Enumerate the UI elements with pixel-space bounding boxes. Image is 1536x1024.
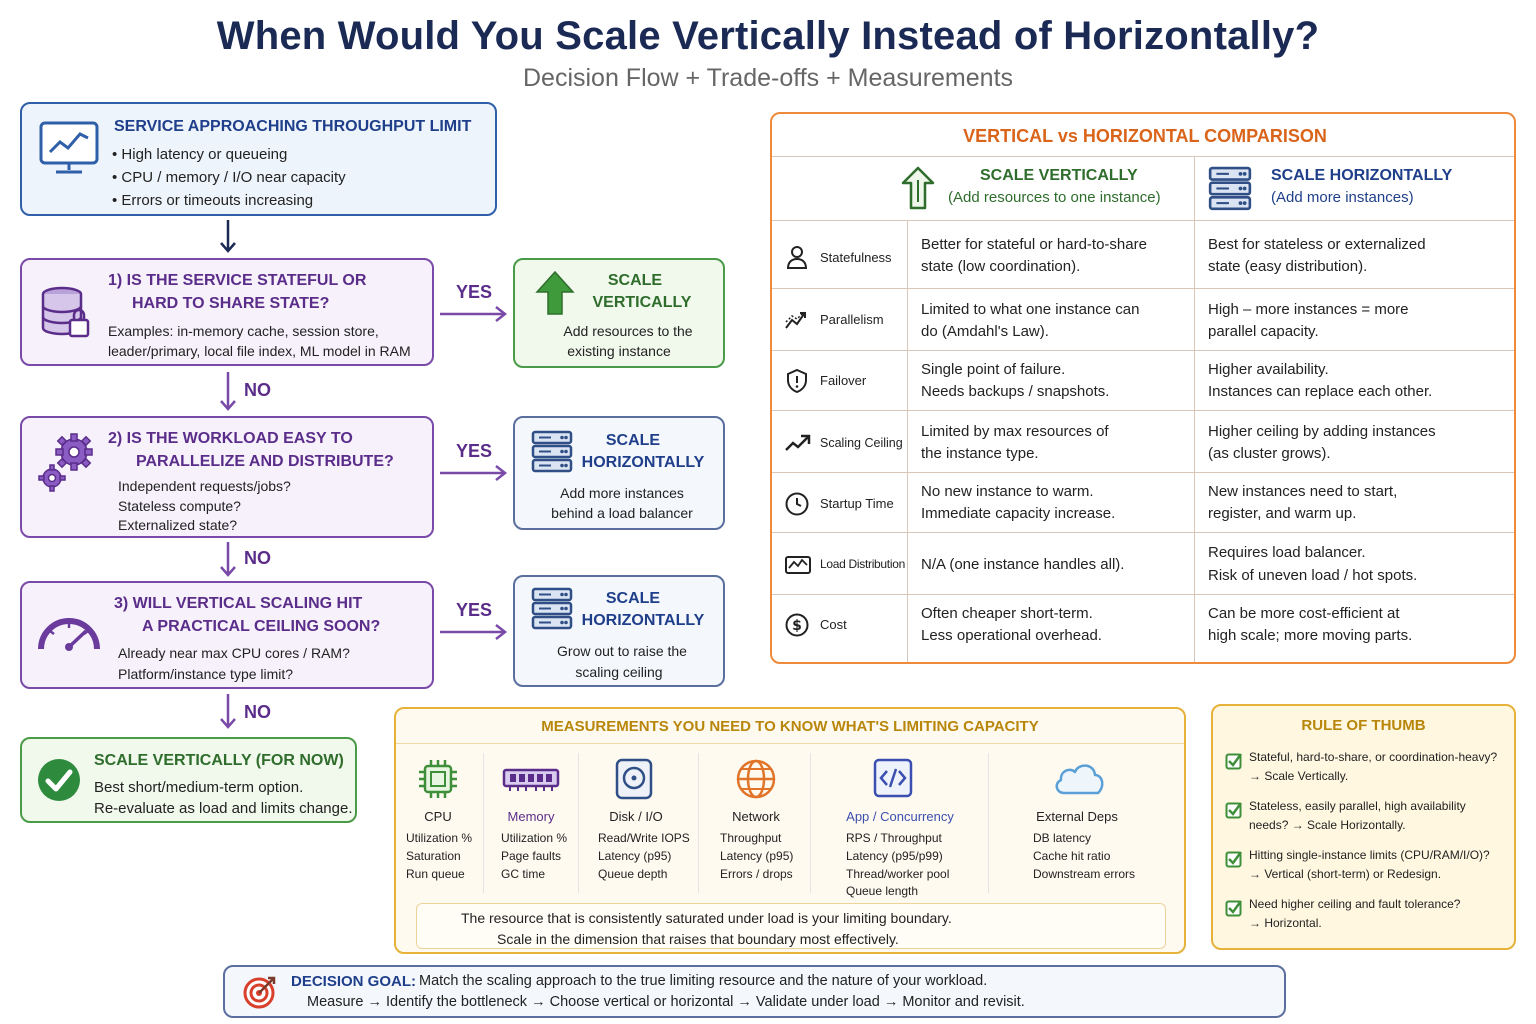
outcome-1-body: existing instance <box>567 343 671 359</box>
metric-item: Downstream errors <box>1033 867 1136 881</box>
final-outcome-box <box>20 737 357 823</box>
horizontal-cell: register, and warm up. <box>1208 505 1357 522</box>
comparison-table <box>770 112 1516 664</box>
dollar-coin-icon <box>784 612 810 638</box>
question-1-box <box>20 258 434 366</box>
goal-text: Match the scaling approach to the true limiting resource and the nature of your workload. <box>419 973 988 989</box>
horizontal-column-heading: SCALE HORIZONTALLY <box>1271 167 1453 184</box>
start-bullet: • Errors or timeouts increasing <box>112 192 314 209</box>
question-3-body: Platform/instance type limit? <box>118 666 294 682</box>
rule-item: Hitting single-instance limits (CPU/RAM/I/O)? <box>1249 848 1490 862</box>
checkbox-icon <box>1225 752 1243 770</box>
vertical-cell: Often cheaper short-term. <box>921 605 1093 622</box>
measurements-title: MEASUREMENTS YOU NEED TO KNOW WHAT'S LIMITING CAPACITY <box>541 718 1039 735</box>
outcome-scale-horizontally <box>513 575 725 687</box>
question-1-heading: HARD TO SHARE STATE? <box>132 295 330 312</box>
metric-name: Memory <box>507 809 555 824</box>
shield-alert-icon <box>786 368 808 394</box>
note-line: Scale in the dimension that raises that boundary most effectively. <box>497 931 899 947</box>
vertical-cell: Limited by max resources of <box>921 423 1109 440</box>
metric-item: Saturation <box>406 849 461 863</box>
down-arrow <box>218 694 238 730</box>
row-label: Statefulness <box>820 250 892 265</box>
vertical-cell: the instance type. <box>921 445 1039 462</box>
row-label: Parallelism <box>820 312 884 327</box>
outcome-scale-horizontally <box>513 416 725 530</box>
row-label: Startup Time <box>820 496 894 511</box>
server-rack-icon <box>1208 166 1252 212</box>
row-label: Cost <box>820 617 847 632</box>
metric-item: Page faults <box>501 849 562 863</box>
horizontal-cell: high scale; more moving parts. <box>1208 627 1413 644</box>
outcome-1-title: VERTICALLY <box>592 294 692 311</box>
rule-item: Stateless, easily parallel, high availability <box>1249 799 1466 813</box>
outcome-2-body: Add more instances <box>560 485 684 501</box>
database-lock-icon <box>40 286 92 340</box>
memory-ram-icon <box>502 767 560 793</box>
metric-item: Cache hit ratio <box>1033 849 1111 863</box>
question-2-box <box>20 416 434 538</box>
checkbox-icon <box>1225 850 1243 868</box>
cpu-chip-icon <box>416 757 460 801</box>
horizontal-cell: Higher availability. <box>1208 361 1329 378</box>
question-1-heading: 1) IS THE SERVICE STATEFUL OR <box>108 272 367 289</box>
metric-item: Thread/worker pool <box>846 867 950 881</box>
metric-item: Utilization % <box>406 831 473 845</box>
metric-name: App / Concurrency <box>846 809 954 824</box>
question-3-heading: A PRACTICAL CEILING SOON? <box>142 618 381 635</box>
metric-name: CPU <box>424 809 452 824</box>
final-body: Re-evaluate as load and limits change. <box>94 800 353 817</box>
checkmark-circle-icon <box>36 757 82 803</box>
metric-item: Throughput <box>720 831 782 845</box>
metric-item: Latency (p95) <box>720 849 794 863</box>
vertical-cell: state (low coordination). <box>921 258 1081 275</box>
goal-label: DECISION GOAL: <box>291 973 417 990</box>
metric-item: Latency (p95/p99) <box>846 849 943 863</box>
horizontal-cell: New instances need to start, <box>1208 483 1398 500</box>
disk-drive-icon <box>614 757 654 801</box>
trend-up-icon <box>784 432 812 454</box>
divider <box>772 350 1514 351</box>
metric-item: Queue depth <box>598 867 668 881</box>
metric-item: DB latency <box>1033 831 1092 845</box>
rule-item: → Vertical (short-term) or Redesign. <box>1249 867 1442 881</box>
outcome-1-body: Add resources to the <box>563 323 693 339</box>
rule-item: → Horizontal. <box>1249 916 1322 930</box>
divider <box>772 594 1514 595</box>
yes-label: YES <box>456 441 493 461</box>
divider <box>988 753 989 893</box>
question-2-heading: 2) IS THE WORKLOAD EASY TO <box>108 430 353 447</box>
checkbox-icon <box>1225 899 1243 917</box>
question-3-heading: 3) WILL VERTICAL SCALING HIT <box>114 595 363 612</box>
rule-of-thumb-panel <box>1211 704 1516 950</box>
rule-title: RULE OF THUMB <box>1301 717 1426 734</box>
question-2-heading: PARALLELIZE AND DISTRIBUTE? <box>136 453 394 470</box>
outcome-scale-vertically <box>513 258 725 368</box>
svg-text:$: $ <box>792 618 802 634</box>
metric-name: Disk / I/O <box>609 809 663 824</box>
horizontal-cell: Higher ceiling by adding instances <box>1208 423 1436 440</box>
vertical-cell: Better for stateful or hard-to-share <box>921 236 1147 253</box>
final-body: Best short/medium-term option. <box>94 779 304 796</box>
divider <box>772 288 1514 289</box>
vertical-cell: Less operational overhead. <box>921 627 1102 644</box>
outcome-1-title: SCALE <box>607 272 663 289</box>
start-heading: SERVICE APPROACHING THROUGHPUT LIMIT <box>114 118 472 135</box>
measurements-panel <box>394 707 1186 954</box>
page-subtitle: Decision Flow + Trade-offs + Measurements <box>522 64 1014 92</box>
vertical-cell: Limited to what one instance can <box>921 301 1140 318</box>
metric-item: Run queue <box>406 867 465 881</box>
clock-icon <box>784 491 810 517</box>
divider <box>772 220 1514 221</box>
scale-up-icon <box>900 166 936 210</box>
vertical-cell: N/A (one instance handles all). <box>921 556 1125 573</box>
divider <box>907 220 908 662</box>
page-title: When Would You Scale Vertically Instead of Horizontally? <box>216 14 1320 58</box>
horizontal-cell: parallel capacity. <box>1208 323 1319 340</box>
divider <box>483 753 484 893</box>
metric-name: External Deps <box>1036 809 1118 824</box>
divider <box>578 753 579 893</box>
metric-item: Queue length <box>846 884 919 898</box>
metric-item: GC time <box>501 867 546 881</box>
vertical-cell: Needs backups / snapshots. <box>921 383 1110 400</box>
question-3-body: Already near max CPU cores / RAM? <box>118 645 350 661</box>
row-label: Failover <box>820 373 867 388</box>
vertical-cell: Single point of failure. <box>921 361 1066 378</box>
question-1-body: leader/primary, local file index, ML model in RAM <box>108 343 411 359</box>
outcome-3-body: Grow out to raise the <box>557 643 687 659</box>
horizontal-column-subheading: (Add more instances) <box>1271 189 1414 206</box>
note-line: The resource that is consistently saturated under load is your limiting boundary. <box>461 910 952 926</box>
parallel-lines-icon <box>784 310 812 332</box>
checkbox-icon <box>1225 801 1243 819</box>
metric-item: Latency (p95) <box>598 849 672 863</box>
divider <box>396 743 1184 744</box>
divider <box>772 532 1514 533</box>
divider <box>772 472 1514 473</box>
start-bullet: • CPU / memory / I/O near capacity <box>112 169 346 186</box>
right-arrow <box>440 623 510 641</box>
question-2-body: Stateless compute? <box>118 498 241 514</box>
globe-icon <box>734 757 778 801</box>
metric-item: Read/Write IOPS <box>598 831 690 845</box>
start-bullet: • High latency or queueing <box>112 146 288 163</box>
question-2-body: Externalized state? <box>118 517 238 533</box>
no-label: NO <box>244 380 271 400</box>
monitor-chart-icon <box>38 120 100 176</box>
outcome-3-body: scaling ceiling <box>575 664 663 680</box>
decision-goal-bar <box>223 965 1286 1018</box>
divider <box>772 156 1514 157</box>
comparison-title: VERTICAL vs HORIZONTAL COMPARISON <box>963 126 1327 146</box>
outcome-2-title: HORIZONTALLY <box>581 454 705 471</box>
load-balancer-icon <box>784 554 812 576</box>
divider <box>810 753 811 893</box>
code-window-icon <box>872 757 914 799</box>
rule-item: → Scale Vertically. <box>1249 769 1349 783</box>
rule-item: Stateful, hard-to-share, or coordination-heavy? <box>1249 750 1498 764</box>
vertical-cell: Immediate capacity increase. <box>921 505 1116 522</box>
target-icon <box>241 975 277 1011</box>
divider <box>698 753 699 893</box>
right-arrow <box>440 464 510 482</box>
cloud-icon <box>1050 759 1106 799</box>
divider <box>1194 156 1195 662</box>
question-2-body: Independent requests/jobs? <box>118 478 291 494</box>
horizontal-cell: state (easy distribution). <box>1208 258 1368 275</box>
question-3-box <box>20 581 434 689</box>
outcome-3-title: SCALE <box>605 590 661 607</box>
divider <box>772 410 1514 411</box>
row-label: Load Distribution <box>820 557 905 571</box>
question-1-body: Examples: in-memory cache, session store, <box>108 323 379 339</box>
speedometer-icon <box>36 609 102 653</box>
yes-label: YES <box>456 600 493 620</box>
rule-item: needs? → Scale Horizontally. <box>1249 818 1406 832</box>
horizontal-cell: Risk of uneven load / hot spots. <box>1208 567 1418 584</box>
outcome-3-title: HORIZONTALLY <box>581 612 705 629</box>
vertical-cell: No new instance to warm. <box>921 483 1094 500</box>
horizontal-cell: Instances can replace each other. <box>1208 383 1433 400</box>
horizontal-cell: Requires load balancer. <box>1208 544 1366 561</box>
down-arrow <box>218 542 238 578</box>
down-arrow <box>218 372 238 412</box>
outcome-2-body: behind a load balancer <box>551 505 693 521</box>
outcome-2-title: SCALE <box>605 432 661 449</box>
horizontal-cell: Best for stateless or externalized <box>1208 236 1426 253</box>
horizontal-cell: (as cluster grows). <box>1208 445 1331 462</box>
down-arrow <box>218 220 238 254</box>
metric-item: Utilization % <box>501 831 568 845</box>
vertical-column-heading: SCALE VERTICALLY <box>980 167 1138 184</box>
right-arrow <box>440 305 510 323</box>
horizontal-cell: High – more instances = more <box>1208 301 1409 318</box>
start-box <box>20 102 497 216</box>
horizontal-cell: Can be more cost-efficient at <box>1208 605 1400 622</box>
goal-flow: Measure → Identify the bottleneck → Choose vertical or horizontal → Validate under load → Monitor and revisit. <box>307 994 1025 1010</box>
vertical-column-subheading: (Add resources to one instance) <box>948 189 1161 206</box>
metric-name: Network <box>732 809 780 824</box>
rule-item: Need higher ceiling and fault tolerance? <box>1249 897 1461 911</box>
row-label: Scaling Ceiling <box>820 436 903 450</box>
gears-icon <box>36 432 98 496</box>
measurements-note <box>416 903 1166 949</box>
metric-item: RPS / Throughput <box>846 831 942 845</box>
metric-item: Errors / drops <box>720 867 793 881</box>
no-label: NO <box>244 548 271 568</box>
yes-label: YES <box>456 282 493 302</box>
final-heading: SCALE VERTICALLY (FOR NOW) <box>94 752 344 769</box>
no-label: NO <box>244 702 271 722</box>
vertical-cell: do (Amdahl's Law). <box>921 323 1049 340</box>
user-pin-icon <box>786 244 808 270</box>
